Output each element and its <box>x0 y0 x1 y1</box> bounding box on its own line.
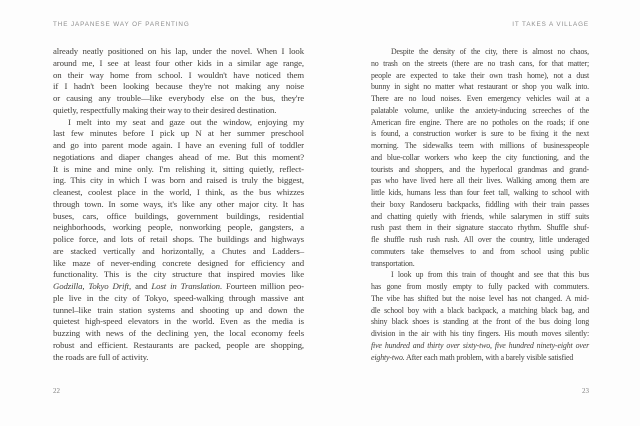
text-line: are stacked vertically and horizontally, a Chutes and Ladders– <box>53 245 304 256</box>
text-line: their boxy Randoseru backpacks, fiddling with their train passes <box>371 199 589 209</box>
text-line: if I hadn't been looking because they're not making any noise <box>53 81 304 92</box>
text-line: commuters take themselves to and from school using public <box>371 246 589 256</box>
text-line: I look up from this train of thought and see that this bus <box>391 270 589 280</box>
left-page-number: 22 <box>53 387 60 395</box>
text-line: tourists and shoppers, and the hyperlocal grandmas and grand- <box>371 164 589 174</box>
running-header-book-title: THE JAPANESE WAY OF PARENTING <box>53 21 190 28</box>
text-line: has gone from mostly empty to fully packed with commuters. <box>371 282 589 291</box>
text-line: American fire engine. There are no potholes on the roads; if one <box>371 117 589 127</box>
text-line: Godzilla, Tokyo Drift, and Lost in Translation. Fourteen million peo- <box>53 281 304 291</box>
text-line: buses, cars, office buildings, government buildings, residential <box>53 210 304 221</box>
text-line: It is mine and mine only. I'm relishing it, sitting quietly, reflect- <box>53 163 304 174</box>
text-line: morning. The sidewalks teem with millions of businesspeople <box>371 141 589 150</box>
text-line: through town. In some ways, it's like any other major city. It has <box>53 198 304 209</box>
text-line: police force, and lots of retail shops. The buildings and highways <box>53 234 304 244</box>
text-line: palatable volume, unlike the anxiety-inducing screeches of the <box>371 105 589 115</box>
text-line: The vibe has shifted but the noise level has not changed. A mid- <box>371 293 589 303</box>
text-line: shiny black shoes is standing at the front of the bus doing long <box>371 317 589 327</box>
left-page <box>53 0 304 426</box>
text-line: last few minutes before I pick up N at her summer preschool <box>53 128 304 139</box>
text-line: negotiations and diaper changes ahead of me. But this moment? <box>53 151 304 162</box>
right-page-body-text <box>371 46 589 363</box>
text-line: division in the air with his tiny fingers. His mouth moves silently: <box>371 329 589 338</box>
text-line: and blue-collar workers who keep the city functioning, and the <box>371 152 589 162</box>
text-line: I melt into my seat and gaze out the window, enjoying my <box>68 116 304 127</box>
text-line: fle shuffle rush rush rush. All over the country, little underaged <box>371 235 589 244</box>
text-line: buzzing with news of the declining yen, the local economy feels <box>53 328 304 338</box>
text-line: or causing any trouble—like everybody else on the bus, they're <box>53 93 304 103</box>
text-line: is found, a construction worker is sure to be fixing it the next <box>371 129 589 139</box>
text-line: and chatting quietly with friends, while salarymen in stiff suits <box>371 211 589 221</box>
text-line: ing. This city in which I was born and raised is truly the biggest, <box>53 175 304 186</box>
text-line: no trash on the streets (there are no trash cans, for that matter; <box>371 58 589 68</box>
text-line: around me, I see at least four other kids in a similar age range, <box>53 57 304 68</box>
text-line: little kids, humans less than four feet tall, walking to school with <box>371 188 589 197</box>
text-line: ple live in the city of Tokyo, speed-walking through massive ant <box>53 292 304 303</box>
text-line: like maze of never-ending concrete designed for efficiency and <box>53 257 304 268</box>
text-line: eighty-two. After each math problem, with a barely visible satisfied <box>371 352 574 362</box>
text-line: tunnel–like train station systems and shooting up and down the <box>53 304 304 315</box>
right-page-number: 23 <box>582 387 589 395</box>
text-line: neighborhoods, working people, nonworking people, gangsters, a <box>53 222 304 233</box>
text-line: robust and efficient. Restaurants are packed, people are shopping, <box>53 339 304 350</box>
text-line: Despite the density of the city, there is almost no chaos, <box>391 47 589 56</box>
running-header-chapter-title: IT TAKES A VILLAGE <box>512 21 589 28</box>
text-line: functionality. This is the city structure that inspired movies like <box>53 269 304 280</box>
text-line: the roads are full of activity. <box>53 351 149 362</box>
text-line: already neatly positioned on his lap, under the novel. When I look <box>53 46 304 56</box>
text-line: and go into parent mode again. I have an evening full of toddler <box>53 140 304 150</box>
right-page <box>371 0 589 426</box>
text-line: quietest high-speed elevators in the world. Even as the media is <box>53 316 304 327</box>
text-line: cleanest, coolest place in the world, I think, as the bus whizzes <box>53 187 304 197</box>
text-line: on their way home from school. I wouldn't have noticed them <box>53 69 304 80</box>
text-line: five hundred and thirty over sixty-two, five hundred ninety-eight over <box>371 340 589 350</box>
text-line: transportation. <box>371 258 415 268</box>
text-line: people are expected to take their own trash home), not a dust <box>371 70 589 80</box>
text-line: quietly, respectfully making their way to their desired destination. <box>53 104 277 115</box>
text-line: There are no loud noises. Even emergency vehicles wail at a <box>371 94 589 103</box>
left-page-body-text <box>53 46 304 363</box>
text-line: rush past them in their signature staccato rhythm. Shuffle shuf- <box>371 223 589 233</box>
text-line: bunny in sight no matter what restaurant or shop you walk into. <box>371 82 589 92</box>
text-line: dle school boy with a black backpack, a matching black bag, and <box>371 305 589 315</box>
text-line: pas who have lived here all their lives. Walking among them are <box>371 176 589 186</box>
